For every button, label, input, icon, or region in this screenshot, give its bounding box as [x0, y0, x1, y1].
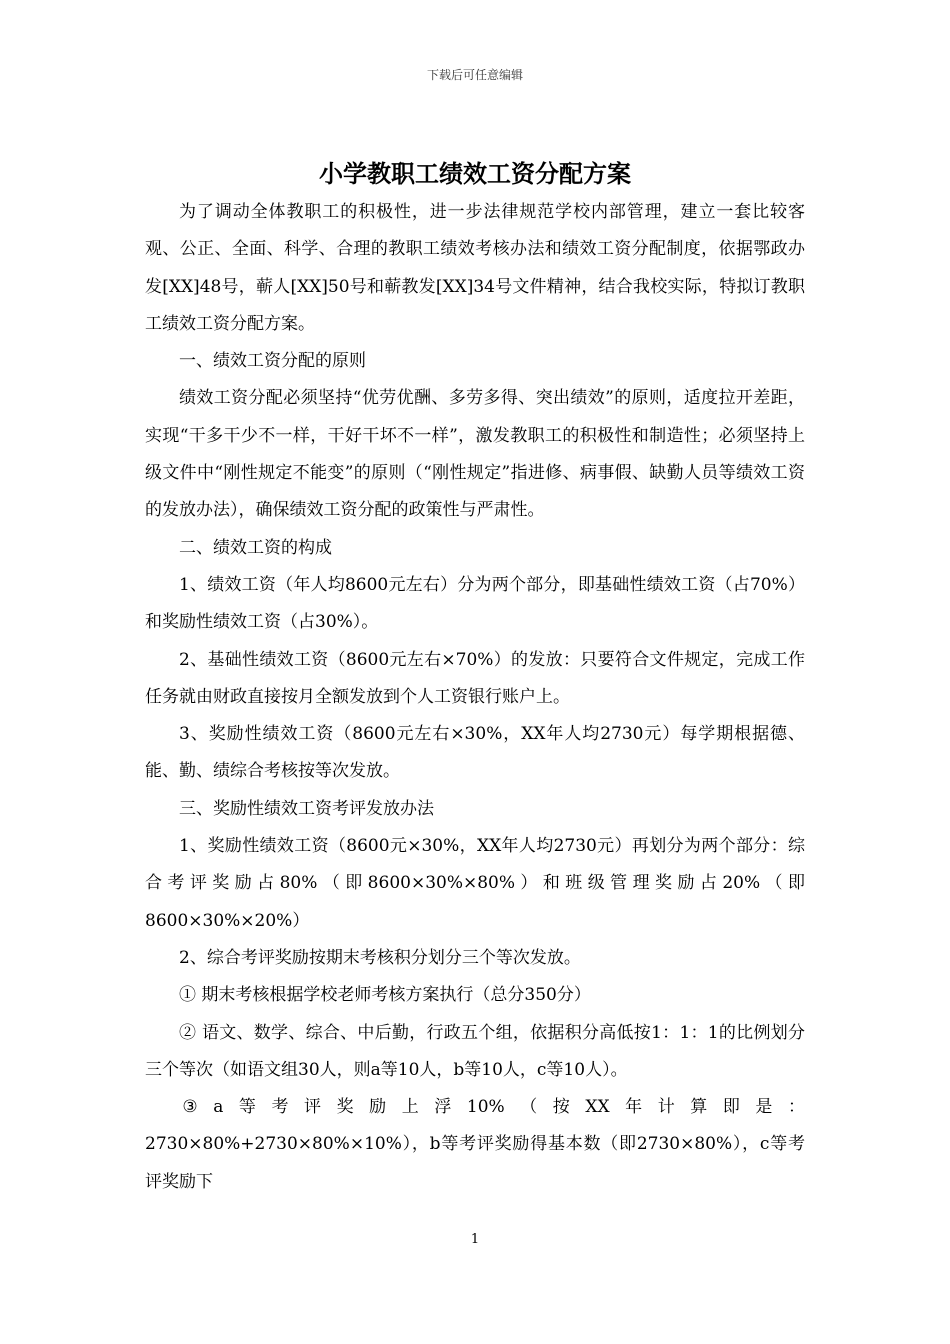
principles-paragraph: 绩效工资分配必须坚持“优劳优酬、多劳多得、突出绩效”的原则，适度拉开差距，实现“干多干少不一样，干好干坏不一样”，激发教职工的积极性和制造性；必须坚持上级文件中“刚性规定不能变”的原则（“刚性规定”指进修、病事假、缺勤人员等绩效工资的发放办法），确保绩效工资分配的政策性与严肃性。 [145, 388, 805, 521]
composition-item-2: 2、基础性绩效工资（8600元左右×70%）的发放：只要符合文件规定，完成工作任务就由财政直接按月全额发放到个人工资银行账户上。 [145, 649, 805, 707]
page-header-note: 下载后可任意编辑 [426, 68, 523, 82]
distribution-item-1: 1、奖励性绩效工资（8600元×30%，XX年人均2730元）再划分为两个部分：综合考评奖励占80%（即8600×30%×80%）和班级管理奖励占20%（即8600×30%×20%） [145, 836, 805, 931]
composition-item-1: 1、绩效工资（年人均8600元左右）分为两个部分，即基础性绩效工资（占70%）和奖励性绩效工资（占30%）。 [145, 574, 805, 633]
distribution-subitem-2: ② 语文、数学、综合、中后勤，行政五个组，依据积分高低按1：1：1的比例划分三个等次（如语文组30人，则a等10人，b等10人，c等10人）。 [145, 1022, 805, 1080]
document-body [145, 194, 805, 1201]
distribution-subitem-3: ③a等考评奖励上浮10%（按XX年计算即是：2730×80%+2730×80%×10%），b等考评奖励得基本数（即2730×80%），c等考评奖励下 [145, 1097, 805, 1192]
page-number: 1 [470, 1232, 480, 1247]
composition-item-3: 3、奖励性绩效工资（8600元左右×30%，XX年人均2730元）每学期根据德、能、勤、绩综合考核按等次发放。 [145, 724, 805, 782]
intro-paragraph: 为了调动全体教职工的积极性，进一步法律规范学校内部管理，建立一套比较客观、公正、全面、科学、合理的教职工绩效考核办法和绩效工资分配制度，依据鄂政办发[XX]48号，蕲人[XX]50号和蕲教发[XX]34号文件精神，结合我校实际，特拟订教职工绩效工资分配方案。 [145, 202, 805, 334]
document-title: 小学教职工绩效工资分配方案 [319, 160, 631, 188]
distribution-subitem-1: ① 期末考核根据学校老师考核方案执行（总分350分） [179, 985, 591, 1006]
section-heading-composition: 二、绩效工资的构成 [179, 537, 332, 558]
section-heading-principles: 一、绩效工资分配的原则 [179, 351, 366, 372]
distribution-item-2: 2、综合考评奖励按期末考核积分划分三个等次发放。 [179, 947, 581, 968]
section-heading-distribution: 三、奖励性绩效工资考评发放办法 [179, 798, 434, 819]
